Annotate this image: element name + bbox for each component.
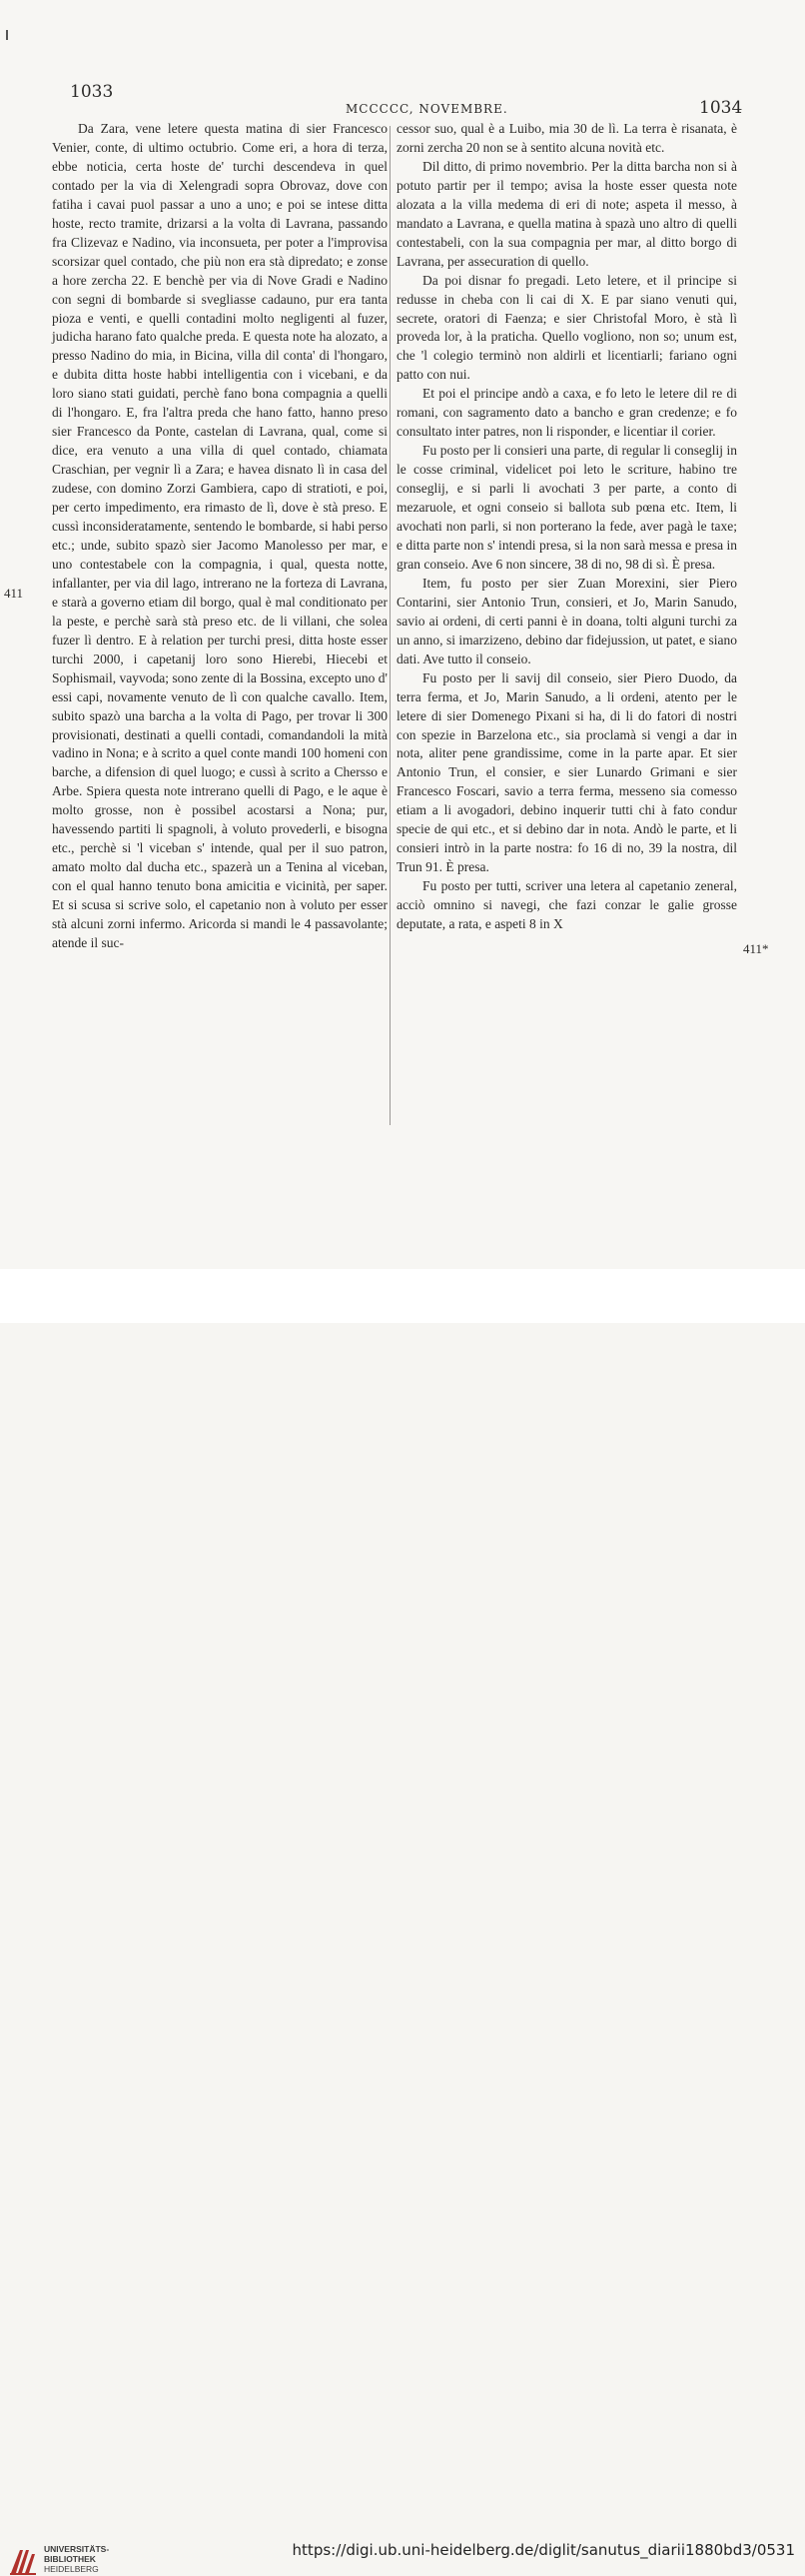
- paragraph: Et poi el principe andò a caxa, e fo leto le letere dil re di romani, con sagramento dato a bancho e gran credenze; e fo consultato inter patres, non li risponder, e licentiar il corier.: [397, 386, 737, 440]
- edge-mark: [6, 30, 8, 40]
- library-line: BIBLIOTHEK: [44, 2554, 96, 2564]
- paragraph: Item, fu posto per sier Zuan Morexini, sier Piero Contarini, sier Antonio Trun, consieri, et Jo, Marin Sanudo, savio ai ordeni, di certi panni è in doana, tolti alguni turchi za un anno, si imarzizeno, debino dar fidejussion, ut patet, e siano dati. Ave tutto il conseio.: [397, 575, 737, 666]
- footer-bar: [0, 1269, 805, 2574]
- source-url-link[interactable]: https://digi.ub.uni-heidelberg.de/diglit/sanutus_diarii1880bd3/0531: [292, 2541, 795, 2559]
- page-number-left: 1033: [70, 82, 114, 102]
- library-line: HEIDELBERG: [44, 2564, 99, 2574]
- paragraph: Fu posto per tutti, scriver una letera al capetanio zeneral, acciò omnino si navegi, che fazi conzar le galie grosse deputate, a rata, e aspeti 8 in X: [397, 878, 737, 932]
- paragraph: Da poi disnar fo pregadi. Leto letere, et il principe si redusse in cheba con li cai di X. E par siano venuti qui, secrete, oratori di Faenza; e sier Christofal Moro, è stà lì proveda lor, à la praticha. Quello vogliono, non so; unum est, che 'l colegio terminò non aldirli et licentiarli; fariano ogni patto con nui.: [397, 272, 737, 383]
- paragraph: Dil ditto, di primo novembrio. Per la ditta barcha non si à potuto partir per il tempo; avisa la hoste esser questa note alozata a la villa medema di eri di note; aspeta il messo, à mandato a Lavrana, e quella matina à spazà uno altro di quelli contestabeli, con la sua compagnia per mar, al ditto borgo di Lavrana, per assecuration di quello.: [397, 158, 737, 269]
- column-divider: [390, 126, 391, 1125]
- text-column-left: [52, 120, 388, 953]
- margin-number-right: 411*: [743, 941, 769, 956]
- paragraph: Da Zara, vene letere questa matina di sier Francesco Venier, conte, di ultimo octubrio. Come eri, a hora di terza, ebbe noticia, certa hoste de' turchi descendeva in quel contado per la via di Xelengradi sopra Obrovaz, dove con fatiha i cavai puol passar a uno a uno; e poi se intese ditta hoste, recto tramite, drizarsi a la volta di Lavrana, passando fra Clizevaz e Nadino, via inconsueta, per poter a l'improvisa scorsizar quel contado, che più non era stà dipredato; e zonse a hore zercha 22. E benchè per via di Nove Gradi e Nadino con segni di bombarde si svegliasse cadauno, pur era tanta pioza e venti, e quelli contadini molto negligenti al fuzer, judicha harano fato qualche preda. E questa note ha alozato, a presso Nadino do mia, in Bicina, villa dil conta' di l'hongaro, e dubita ditta hoste habbi intelligentia con i vicebani, e da loro siano stati guidati, perchè fano bona compagnia a quelli di l'hongaro. E, fra l'altra preda che hano fatto, hanno preso sier Francesco da Ponte, castelan di Lavrana, qual, come si dice, era venuto a una villa di quel contado, chiamata Craschian, per vegnir lì a Zara; e havea disnato lì in casa del zudese, con domino Zorzi Gambiera, capo di stratioti, e poi, per certo impedimento, era rimasto de lì, dove è stà preso. E cussì inconsideratamente, sentendo le bombarde, si habi perso etc.; unde, subito spazò sier Jacomo Manolesso per mar, e uno contestabele con la compagnia, i qual, questa notte, infallanter, per via dil lago, intrerano ne la forteza di Lavrana, e starà a governo etiam dil borgo, qual è mal conditionato per la peste, e perchè sarà stà preso etc. de li villani, che solea fuzer lì dentro. E à relation per turchi presi, ditta hoste esser turchi 2000, i capetanij loro sono Hierebi, Hiecebi et Sophismail, vayvoda; sono zente di la Bossina, excepto uno d' essi capi, novamente venuto de lì con qualche cavallo. Item, subito spazò una barcha a la volta di Pago, per trovar li 300 provisionati, destinati a quelli contadi, comandandoli la mità vadino in Nona; e à scrito a quel conte mandi 100 homeni con barche, a difension di quel luogo; e cussì à scrito a Chersso e Arbe. Spiera questa note intrerano quelli di Pago, e le aque è molto grosse, non è possibel acostarsi a Nona; pur, havessendo partiti li spagnoli, à voluto provederli, e bisogna etc., perchè si 'l viceban s' intende, qual per il suo patron, amato molto dal ducha etc., spazerà un a Tenina al viceban, con el qual hanno tenuto bona amicitia e vicinità, per saper. Et si scusa si scrive solo, el capetanio non à voluto per esser stà alcuni zorni infermo. Aricorda si mandi le 4 passavolante; atende il suc-: [52, 121, 388, 950]
- paragraph: cessor suo, qual è a Luibo, mia 30 de lì. La terra è risanata, è zorni zercha 20 non se à sentito alcuna novità etc.: [397, 121, 737, 155]
- library-line: UNIVERSITÄTS-: [44, 2544, 110, 2554]
- running-head: MCCCCC, NOVEMBRE.: [346, 102, 508, 116]
- text-column-right: [397, 120, 737, 934]
- paragraph: Fu posto per li consieri una parte, di regular li conseglij in le cosse criminal, videlicet poi leto le scriture, habino tre conseglij, e si parli li avochati 3 per parte, a conto di mezaruole, et ogni conseio si ballota sub pœna etc. Item, li avochati non parli, si non porterano la fede, aver pagà le taxe; e ditta parte non s' intendi presa, si la non sarà messa e presa in gran conseio. Ave 6 non sincere, 38 di no, 98 di sì. È presa.: [397, 443, 737, 572]
- library-logo-icon[interactable]: [8, 2546, 38, 2576]
- margin-number-left: 411: [4, 586, 24, 601]
- paragraph: Fu posto per li savij dil conseio, sier Piero Duodo, da terra ferma, et Jo, Marin Sanudo, a li ordeni, atento per le letere di sier Domenego Pixani si ha, di li do fatori di nostri con spezie in Barzelona etc., sia proclamà si vengi a dar in nota, aliter pene grandissime, come in la parte apar. Et sier Antonio Trun, el consier, e sier Lunardo Grimani e sier Francesco Foscari, savio a terra ferma, messeno sia comesso etiam a li avogadori, debino inquerir tutti chi à fato condur specie de qui etc., et si debino dar in nota. Andò le parte, et li consieri intrò in la parte nostra: fo 16 di no, 39 la nostra, dil Trun 91. È presa.: [397, 669, 737, 875]
- library-name: [44, 2544, 109, 2574]
- scanned-page: [0, 0, 805, 1269]
- page-number-right: 1034: [699, 98, 743, 118]
